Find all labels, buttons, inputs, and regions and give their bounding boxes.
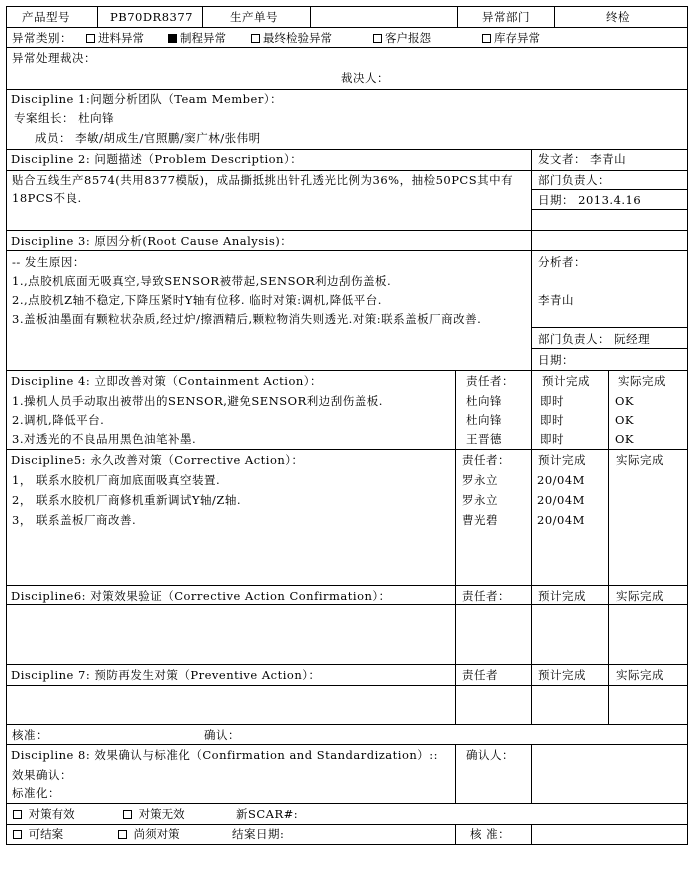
containment-owner: 王晋德 (466, 432, 502, 446)
team-leader: 专案组长： 杜向锋 (14, 111, 115, 125)
pending-checkbox[interactable]: 尚须对策 (118, 827, 180, 841)
abnormal-dept-label: 异常部门 (482, 10, 530, 24)
problem-description: 贴合五线生产8574(共用8377模版)，成品撕抵挑出针孔透光比例为36%，抽检50PCS其中有18PCS不良. (12, 173, 514, 205)
checkbox-icon (251, 34, 260, 43)
checkbox-checked-icon (168, 34, 177, 43)
containment-actual: OK (615, 413, 635, 427)
confirmer-label: 确认人： (466, 748, 514, 762)
corrective-planned: 20/04M (537, 493, 585, 507)
rule (531, 824, 532, 845)
d3-dept-head: 部门负责人： 阮经理 (538, 332, 651, 346)
d5-col-owner: 责任者： (462, 453, 510, 467)
cause-item: 2.,点胶机Z轴不稳定,下降压紧时Y轴有位移. 临时对策:调机,降低平台. (12, 293, 382, 307)
checkbox-icon (13, 810, 22, 819)
d2-author: 发文者： 李青山 (538, 152, 627, 166)
containment-planned: 即时 (540, 413, 564, 427)
checkbox-icon (13, 830, 22, 839)
ruling-label: 异常处理裁决： (12, 51, 96, 65)
abnormal-dept-value[interactable]: 终检 (606, 10, 630, 24)
d4-col-planned: 预计完成 (542, 374, 590, 388)
d7-col-planned: 预计完成 (538, 668, 586, 682)
containment-action: 2.调机,降低平台. (12, 413, 105, 427)
rule (6, 370, 688, 371)
rule (455, 744, 456, 803)
corrective-action: 1， 联系水胶机厂商加底面吸真空装置. (12, 473, 221, 487)
closable-checkbox[interactable]: 可结案 (13, 827, 63, 841)
category-option-final-inspection[interactable]: 最终检验异常 (251, 31, 332, 45)
rule (455, 824, 456, 845)
rule (202, 6, 203, 27)
approve-label: 核准： (12, 728, 48, 742)
effect-confirm-label: 效果确认： (12, 768, 72, 782)
rule (97, 6, 98, 27)
checkbox-icon (482, 34, 491, 43)
rule (6, 27, 688, 28)
product-model-label: 产品型号 (22, 10, 70, 24)
close-date-label: 结案日期: (232, 827, 285, 841)
rule (6, 803, 688, 804)
corrective-planned: 20/04M (537, 513, 585, 527)
containment-planned: 即时 (540, 394, 564, 408)
d6-col-owner: 责任者： (462, 589, 510, 603)
d5-title: Discipline5: 永久改善对策（Corrective Action）： (11, 453, 304, 467)
containment-action: 3.对透光的不良品用黑色油笔补墨. (12, 432, 197, 446)
d2-title: Discipline 2: 问题描述（Problem Description）： (11, 152, 303, 166)
d6-col-actual: 实际完成 (616, 589, 664, 603)
d6-title: Discipline6: 对策效果验证（Corrective Action Confirmation）： (11, 589, 391, 603)
rule (531, 744, 532, 803)
rule (6, 744, 688, 745)
rule (6, 685, 688, 686)
d5-col-actual: 实际完成 (616, 453, 664, 467)
rule (554, 6, 555, 27)
rule (6, 724, 688, 725)
d3-date-label: 日期： (538, 353, 574, 367)
rule (6, 47, 688, 48)
category-option-process[interactable]: 制程异常 (168, 31, 226, 45)
cause-heading: -- 发生原因： (12, 255, 85, 269)
rule (6, 250, 688, 251)
containment-planned: 即时 (540, 432, 564, 446)
d2-dept-head: 部门负责人： (538, 173, 610, 187)
containment-action: 1.操机人员手动取出被带出的SENSOR,避免SENSOR利边刮伤盖板. (12, 394, 383, 408)
corrective-planned: 20/04M (537, 473, 585, 487)
effective-checkbox[interactable]: 对策有效 (13, 807, 75, 821)
category-option-incoming[interactable]: 进料异常 (86, 31, 144, 45)
d7-col-actual: 实际完成 (616, 668, 664, 682)
rule (6, 89, 688, 90)
rule (531, 189, 688, 190)
containment-owner: 杜向锋 (466, 394, 502, 408)
d4-col-actual: 实际完成 (618, 374, 666, 388)
rule (531, 370, 532, 724)
d7-col-owner: 责任者 (462, 668, 498, 682)
rule (6, 449, 688, 450)
team-members: 成员： 李敏/胡成生/官照鹏/窦广林/张伟明 (35, 131, 261, 145)
corrective-owner: 罗永立 (462, 473, 498, 487)
ineffective-checkbox[interactable]: 对策无效 (123, 807, 185, 821)
cause-item: 3.盖板油墨面有颗粒状杂质,经过炉/擦酒精后,颗粒物消失则透光.对策:联系盖板厂商改善. (12, 312, 482, 326)
containment-actual: OK (615, 394, 635, 408)
analyst-label: 分析者： (538, 255, 586, 269)
checkbox-icon (373, 34, 382, 43)
rule (457, 6, 458, 27)
rule (6, 585, 688, 586)
corrective-action: 3， 联系盖板厂商改善. (12, 513, 137, 527)
containment-owner: 杜向锋 (466, 413, 502, 427)
checkbox-icon (118, 830, 127, 839)
cause-item: 1.,点胶机底面无吸真空,导致SENSOR被带起,SENSOR利边刮伤盖板. (12, 274, 392, 288)
rule (455, 370, 456, 724)
rule (6, 149, 688, 150)
rule (310, 6, 311, 27)
d2-date: 日期： 2013.4.16 (538, 193, 642, 207)
standardization-label: 标准化： (12, 786, 60, 800)
d4-title: Discipline 4: 立即改善对策（Containment Action）： (11, 374, 323, 388)
d4-col-owner: 责任者： (466, 374, 514, 388)
rule (6, 230, 688, 231)
category-option-customer-complaint[interactable]: 客户报怨 (373, 31, 431, 45)
final-approve-label: 核 准： (470, 827, 511, 841)
checkbox-icon (86, 34, 95, 43)
rule (6, 604, 688, 605)
d1-title: Discipline 1:问题分析团队（Team Member）： (11, 92, 283, 106)
rule (6, 664, 688, 665)
category-label: 异常类别： (12, 31, 72, 45)
corrective-owner: 罗永立 (462, 493, 498, 507)
corrective-owner: 曹光碧 (462, 513, 498, 527)
checkbox-icon (123, 810, 132, 819)
d7-title: Discipline 7: 预防再发生对策（Preventive Action）： (11, 668, 321, 682)
rule (531, 327, 688, 328)
confirm-label: 确认： (204, 728, 240, 742)
production-order-label: 生产单号 (230, 10, 278, 24)
rule (6, 824, 688, 825)
category-option-inventory[interactable]: 库存异常 (482, 31, 540, 45)
corrective-action: 2， 联系水胶机厂商修机重新调试Y轴/Z轴. (12, 493, 242, 507)
rule (608, 370, 609, 724)
rule (531, 209, 688, 210)
rule (531, 149, 532, 370)
ruler-label: 裁决人： (341, 71, 389, 85)
d3-title: Discipline 3: 原因分析(Root Cause Analysis)： (11, 234, 293, 248)
d8-title: Discipline 8: 效果确认与标准化（Confirmation and Standardization）:: (11, 748, 439, 762)
new-scar-label: 新SCAR#: (236, 807, 299, 821)
product-model-value[interactable]: PB70DR8377 (110, 10, 193, 24)
containment-actual: OK (615, 432, 635, 446)
rule (531, 348, 688, 349)
analyst-name: 李青山 (538, 293, 574, 307)
d5-col-planned: 预计完成 (538, 453, 586, 467)
d6-col-planned: 预计完成 (538, 589, 586, 603)
